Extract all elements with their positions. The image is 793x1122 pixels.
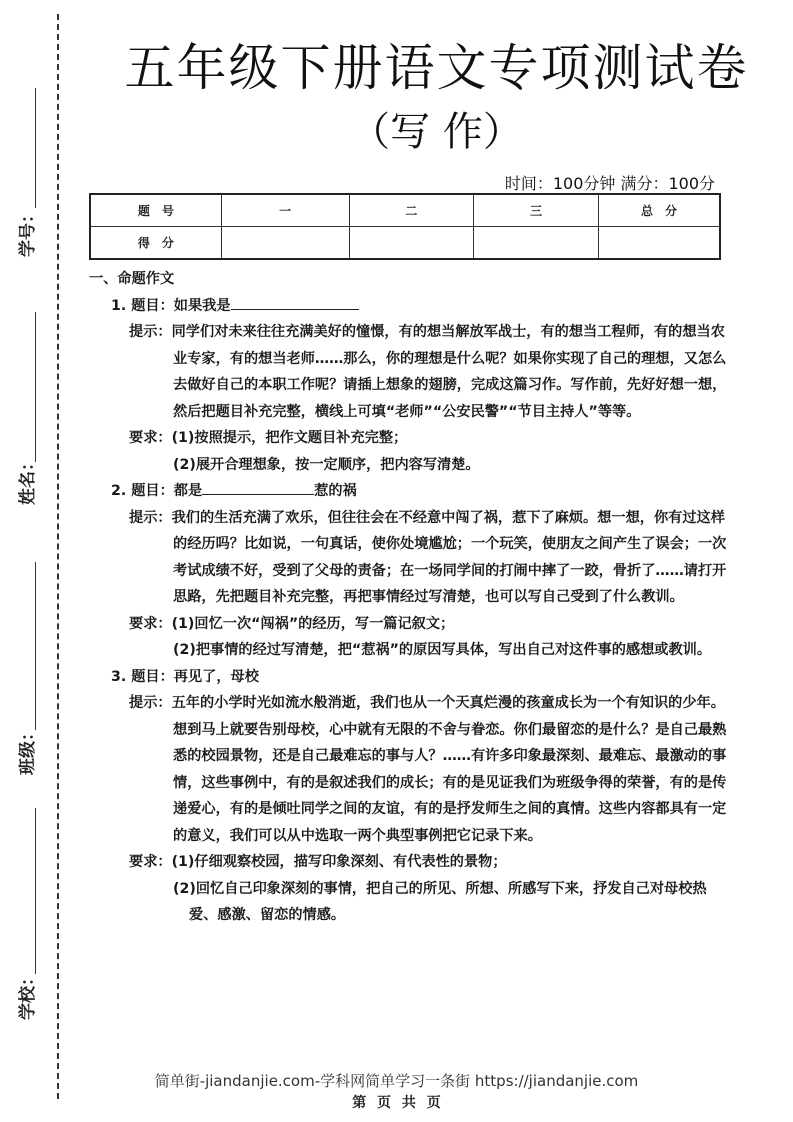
exam-content (89, 266, 729, 929)
page-subtitle: （写 作） (350, 109, 523, 155)
question-2-requirement-2: (2)把事情的经过写清楚，把“惹祸”的原因写具体，写出自己对这件事的感想或教训。 (173, 642, 712, 658)
question-1-title-text: 1. 题目：如果我是 (111, 297, 231, 314)
cell-part-2: 二 (349, 194, 474, 227)
question-2-blank[interactable] (202, 478, 314, 495)
score-table-header-row (90, 194, 720, 227)
question-2-title (111, 478, 729, 505)
question-1-requirement-1: 要求：(1)按照提示，把作文题目补充完整； (129, 430, 408, 446)
class-fill-line (35, 562, 36, 730)
question-1-title (111, 293, 729, 320)
name-label: 姓名： (18, 454, 38, 505)
question-1-blank[interactable] (231, 293, 359, 310)
student-id-label: 学号： (18, 206, 38, 257)
question-1-requirement-2: (2)展开合理想象，按一定顺序，把内容写清楚。 (173, 456, 480, 473)
question-3-requirement-2: (2)回忆自己印象深刻的事情，把自己的所见、所想、所感写下来，抒发自己对母校热爱、感激、留恋的情感。 (173, 880, 707, 923)
exam-meta: 时间：100分钟 满分：100分 (504, 174, 715, 193)
score-table (89, 193, 721, 260)
question-2-hint: 提示：我们的生活充满了欢乐，但往往会在不经意中闯了祸，惹下了麻烦。想一想，你有过这样的经历吗？比如说，一句真话，使你处境尴尬；一个玩笑，使朋友之间产生了误会；一次考试成绩不好，受到了父母的责备；在一场同学间的打闹中摔了一跤，骨折了……请打开思路，先把题目补充完整，再把事情经过写清楚，也可以写自己受到了什么教训。 (129, 509, 727, 605)
question-3-hint: 提示：五年的小学时光如流水般消逝，我们也从一个天真烂漫的孩童成长为一个有知识的少年。想到马上就要告别母校，心中就有无限的不舍与眷恋。你们最留恋的是什么？是自己最熟悉的校园景物，还是自己最难忘的事与人？……有许多印象最深刻、最难忘、最激动的事情，这些事例中，有的是叙述我们的成长；有的是见证我们为班级争得的荣誉，有的是传递爱心，有的是倾吐同学之间的友谊，有的是抒发师生之间的真情。这些内容都具有一定的意义，我们可以从中选取一两个典型事例把它记录下来。 (129, 695, 727, 844)
cell-part-3: 三 (474, 194, 599, 227)
score-field-total[interactable] (599, 227, 720, 260)
cell-score-label: 得 分 (90, 227, 221, 260)
page-number: 第 页 共 页 (352, 1095, 441, 1111)
name-fill-line (35, 312, 36, 462)
question-2-requirement-1: 要求：(1)回忆一次“闯祸”的经历，写一篇记叙文； (129, 615, 455, 632)
question-1-hint: 提示：同学们对未来往往充满美好的憧憬，有的想当解放军战士，有的想当工程师，有的想当农业专家，有的想当老师……那么，你的理想是什么呢？如果你实现了自己的理想，又怎么去做好自己的本职工作呢？请插上想象的翅膀，完成这篇习作。写作前，先好好想一想，然后把题目补充完整，横线上可填“老师”“公安民警”“节目主持人”等等。 (129, 324, 727, 420)
score-field-1[interactable] (221, 227, 349, 260)
school-fill-line (35, 808, 36, 974)
class-label: 班级： (18, 724, 38, 775)
binding-margin (0, 0, 80, 1122)
score-field-3[interactable] (474, 227, 599, 260)
cell-question-number-label: 题 号 (90, 194, 221, 227)
question-2-title-suffix: 惹的祸 (314, 483, 357, 499)
watermark-footer: 简单街-jiandanjie.com-学科网简单学习一条街 https://jiandanjie.com (154, 1072, 639, 1090)
school-label: 学校： (18, 969, 38, 1020)
question-3-title: 3. 题目：再见了，母校 (111, 668, 259, 685)
score-field-2[interactable] (349, 227, 474, 260)
cell-part-1: 一 (221, 194, 349, 227)
page-title: 五年级下册语文专项测试卷 (124, 39, 749, 97)
student-id-fill-line (35, 88, 36, 208)
question-2-title-prefix: 2. 题目：都是 (111, 483, 203, 499)
section-heading: 一、命题作文 (89, 271, 175, 287)
cut-line (57, 14, 59, 1099)
question-3-requirement-1: 要求：(1)仔细观察校园，描写印象深刻、有代表性的景物； (129, 854, 507, 870)
cell-total-label: 总 分 (599, 194, 720, 227)
score-table-score-row (90, 227, 720, 260)
